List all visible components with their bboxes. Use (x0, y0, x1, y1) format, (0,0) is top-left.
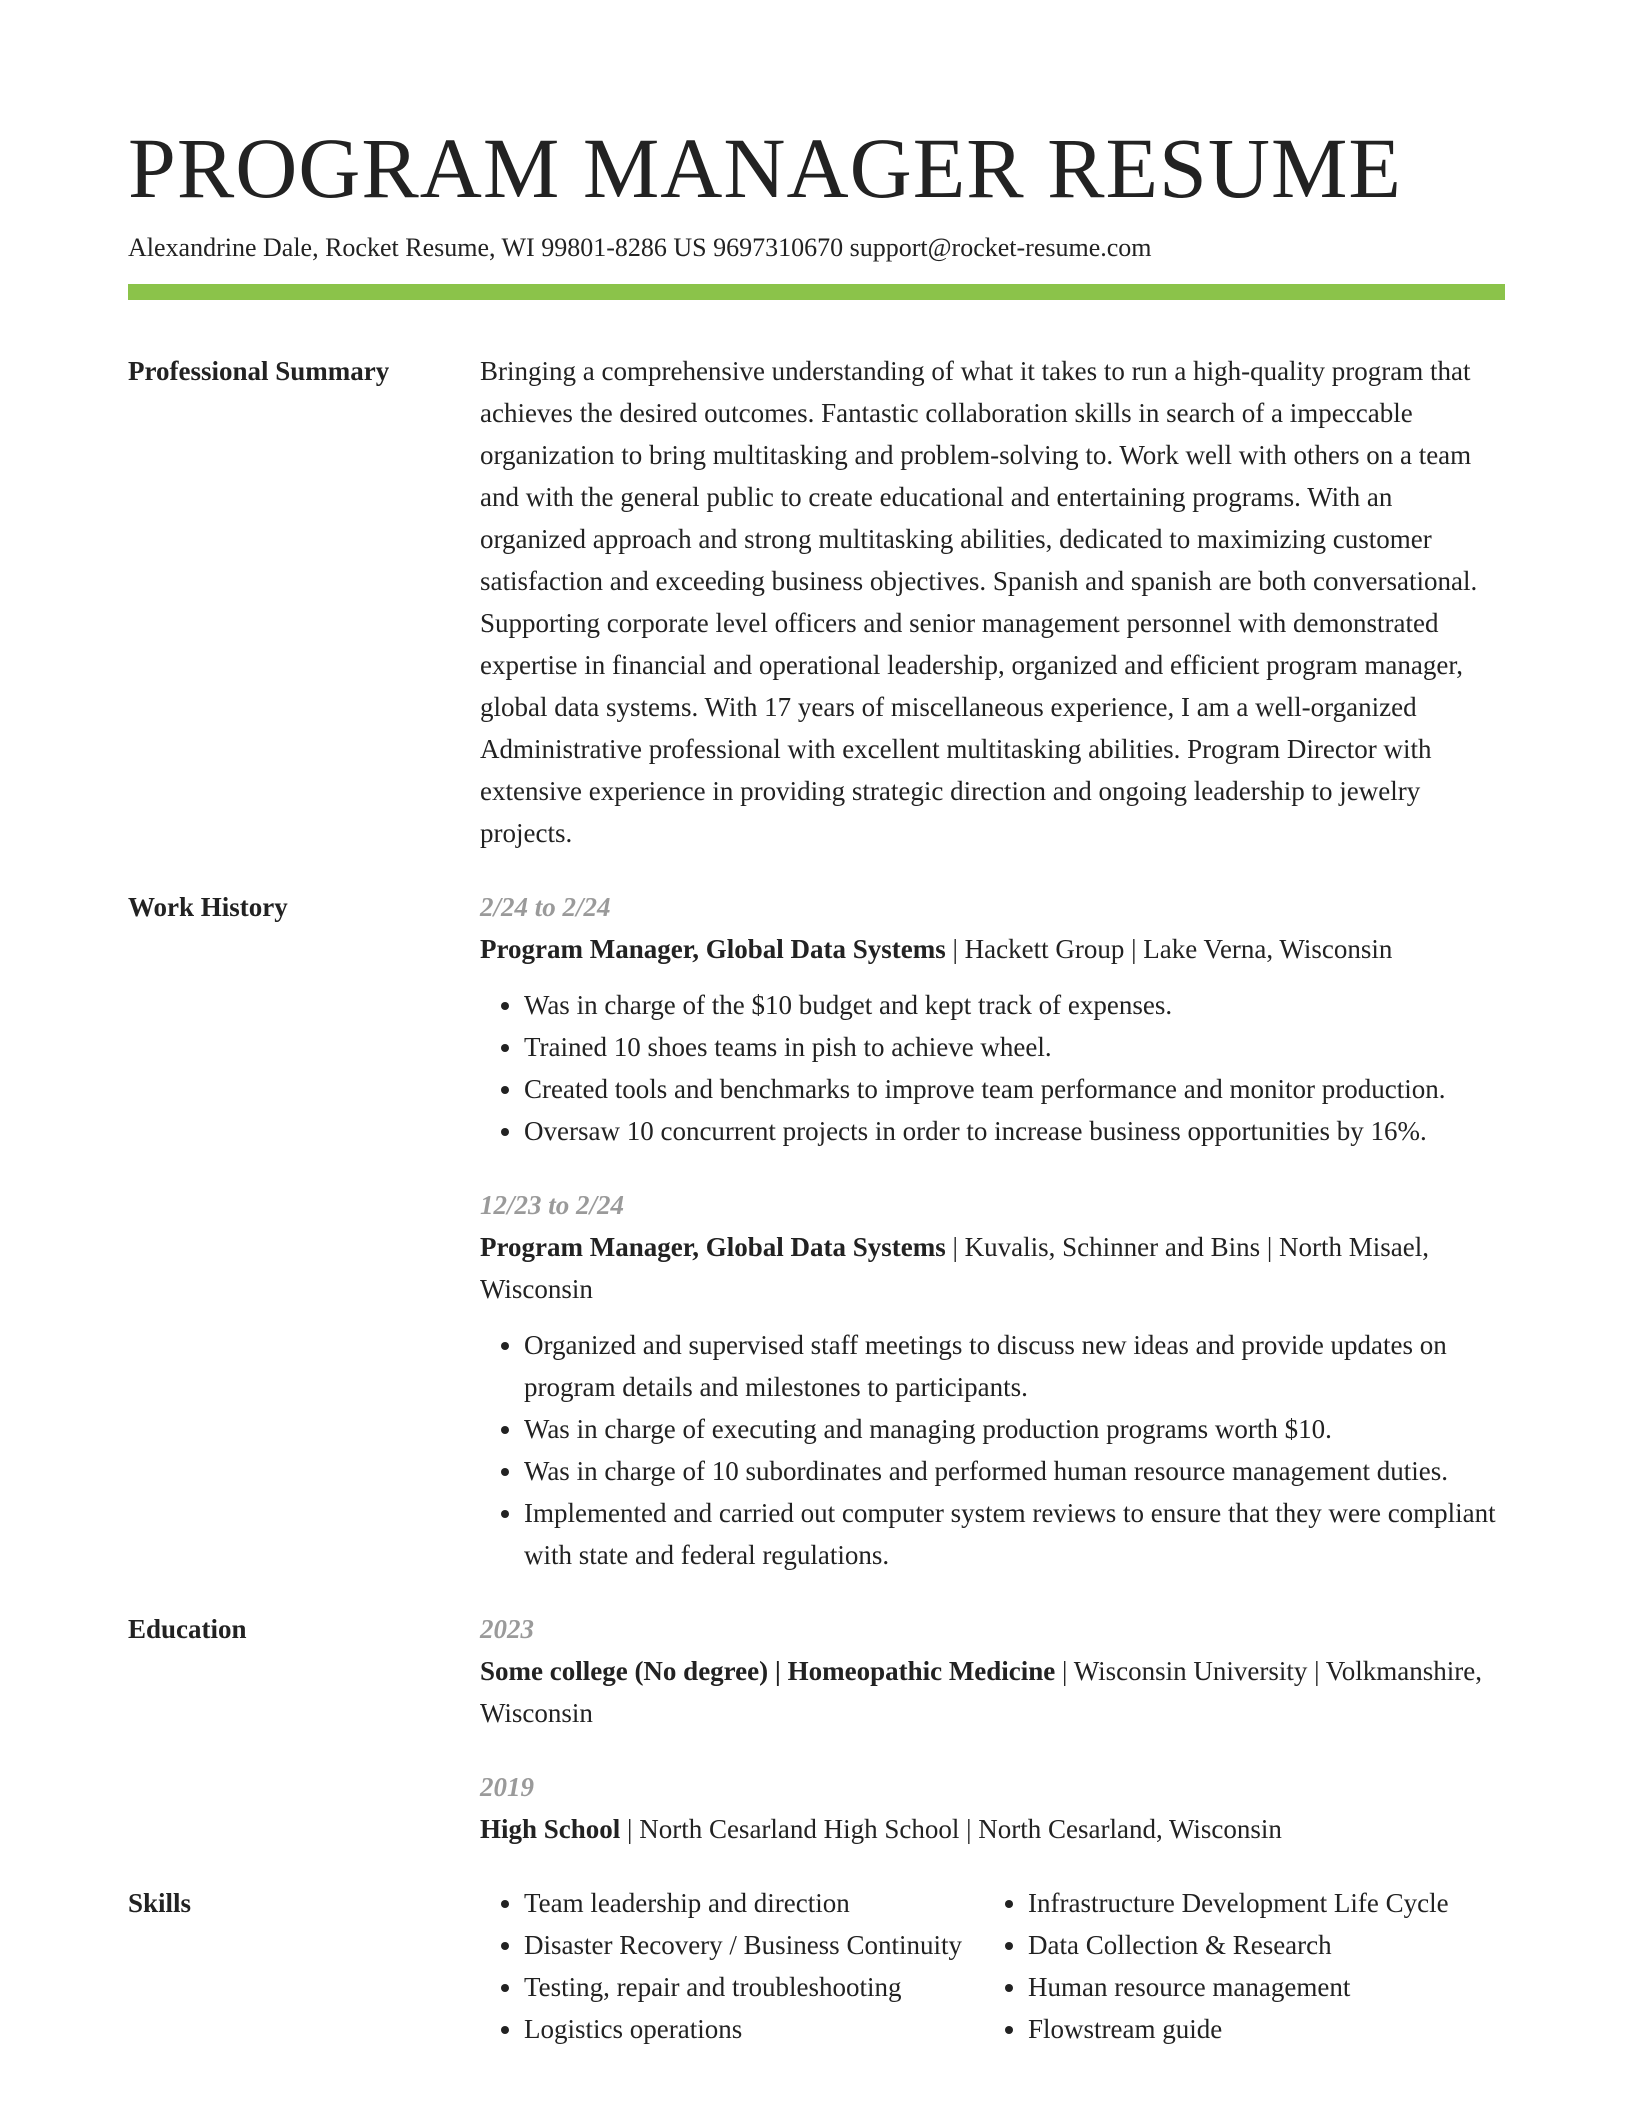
work-entry-details: | Kuvalis, Schinner and Bins | North Misael, Wisconsin (480, 1232, 1429, 1304)
resume-title: PROGRAM MANAGER RESUME (128, 120, 1402, 216)
skills-section (128, 1882, 1505, 2050)
education-entry-details: | Wisconsin University | Volkmanshire, Wisconsin (480, 1656, 1483, 1728)
work-history-section (128, 886, 1505, 1576)
work-entry-details: | Hackett Group | Lake Verna, Wisconsin (945, 934, 1393, 964)
bullet-item: • Created tools and benchmarks to improve team performance and monitor production. (524, 1068, 1505, 1110)
work-entry-date: 2/24 to 2/24 (480, 892, 611, 922)
accent-divider (128, 284, 1505, 300)
summary-text: Bringing a comprehensive understanding of what it takes to run a high-quality program that achieves the desired outcomes. Fantastic collaboration skills in search of a impeccable organization to bring multitasking and problem-solving to. Work well with others on a team and with the general public to create educational and entertaining programs. With an organized approach and strong multitasking abilities, dedicated to maximizing customer satisfaction and exceeding business objectives. Spanish and spanish are both conversational. Supporting corporate level officers and senior management personnel with demonstrated expertise in financial and operational leadership, organized and efficient program manager, global data systems. With 17 years of miscellaneous experience, I am a well-organized Administrative professional with excellent multitasking abilities. Program Director with extensive experience in providing strategic direction and ongoing leadership to jewelry projects. (480, 356, 1478, 848)
work-entry-date: 12/23 to 2/24 (480, 1190, 625, 1220)
work-entry-heading (480, 1226, 1505, 1310)
skill-item: • Logistics operations (524, 2008, 984, 2050)
education-entry-heading (480, 1808, 1505, 1850)
work-entry-title: Program Manager, Global Data Systems (480, 934, 946, 964)
summary-section (128, 350, 1505, 854)
resume-page (128, 0, 1505, 2050)
work-history-body (480, 886, 1505, 1576)
bullet-item: • Organized and supervised staff meetings to discuss new ideas and provide updates on program details and milestones to participants. (524, 1324, 1505, 1408)
section-label-skills: Skills (128, 1888, 192, 1918)
section-label-education: Education (128, 1614, 247, 1644)
work-entry (480, 886, 1505, 1152)
education-entry (480, 1766, 1505, 1850)
education-section (128, 1608, 1505, 1850)
contact-line: Alexandrine Dale, Rocket Resume, WI 99801-8286 US 9697310670 support@rocket-resume.com (128, 233, 1152, 262)
skill-item: • Flowstream guide (1028, 2008, 1488, 2050)
section-label-work-history: Work History (128, 892, 288, 922)
bullet-item: • Was in charge of the $10 budget and kept track of expenses. (524, 984, 1505, 1026)
education-entry-title: Some college (No degree) | Homeopathic Medicine (480, 1656, 1056, 1686)
skill-item: • Human resource management (1028, 1966, 1488, 2008)
work-entry-bullets (480, 984, 1505, 1152)
skill-item: • Disaster Recovery / Business Continuity (524, 1924, 984, 1966)
bullet-item: • Was in charge of executing and managing production programs worth $10. (524, 1408, 1505, 1450)
education-entry-date: 2019 (480, 1772, 534, 1802)
education-body (480, 1608, 1505, 1850)
education-entry-date: 2023 (480, 1614, 534, 1644)
skills-body (480, 1882, 1505, 2050)
bullet-item: • Was in charge of 10 subordinates and performed human resource management duties. (524, 1450, 1505, 1492)
work-entry-heading (480, 928, 1505, 970)
bullet-item: • Trained 10 shoes teams in pish to achieve wheel. (524, 1026, 1505, 1068)
bullet-item: • Implemented and carried out computer system reviews to ensure that they were compliant with state and federal regulations. (524, 1492, 1505, 1576)
skill-item: • Team leadership and direction (524, 1882, 984, 1924)
education-entry-title: High School (480, 1814, 621, 1844)
education-entry-details: | North Cesarland High School | North Cesarland, Wisconsin (620, 1814, 1282, 1844)
skill-item: • Infrastructure Development Life Cycle (1028, 1882, 1488, 1924)
bullet-item: • Oversaw 10 concurrent projects in order to increase business opportunities by 16%. (524, 1110, 1505, 1152)
skill-item: • Data Collection & Research (1028, 1924, 1488, 1966)
work-entry (480, 1184, 1505, 1576)
skill-item: • Testing, repair and troubleshooting (524, 1966, 984, 2008)
education-entry (480, 1608, 1505, 1734)
work-entry-title: Program Manager, Global Data Systems (480, 1232, 946, 1262)
section-label-summary: Professional Summary (128, 356, 390, 386)
skills-list-right (984, 1882, 1488, 2050)
work-entry-bullets (480, 1324, 1505, 1576)
skills-list-left (480, 1882, 984, 2050)
education-entry-heading (480, 1650, 1505, 1734)
